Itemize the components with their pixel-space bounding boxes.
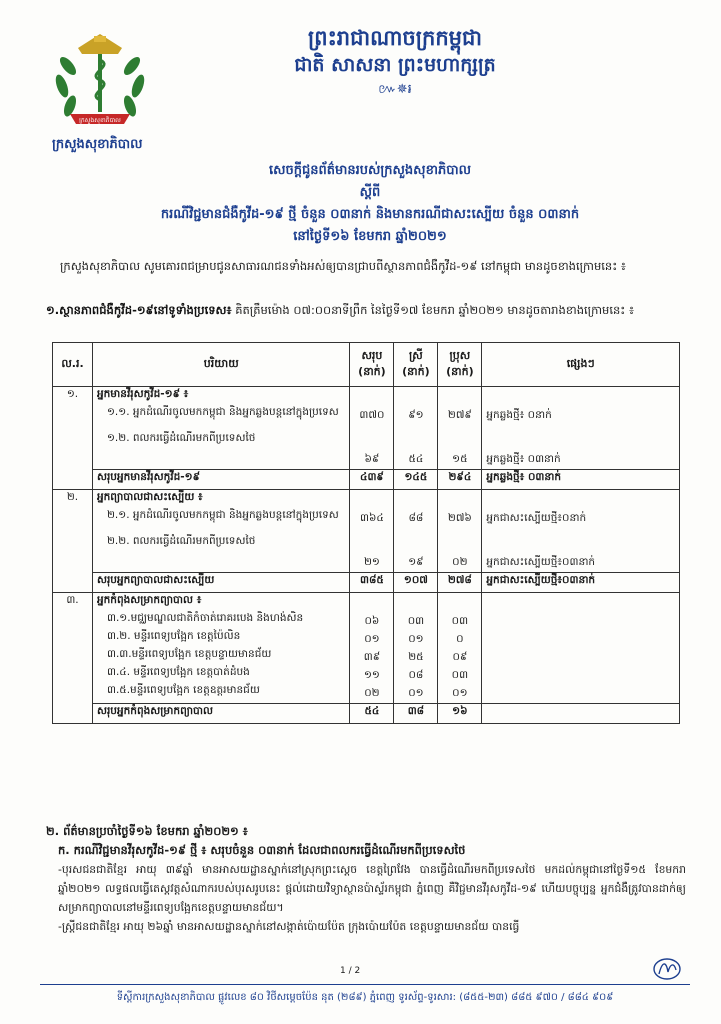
group2-title: អ្នកព្យាបាលជាសះស្បើយ ៖ (96, 491, 203, 503)
cell-value: ១៥ (452, 453, 468, 465)
title-line4: នៅថ្ងៃទី១៦ ខែមករា ឆ្នាំ២០២១ (293, 229, 447, 244)
cell-value: ៥៤ (408, 453, 424, 465)
group3-total-col (350, 593, 394, 704)
group2-female-col (394, 490, 438, 573)
cell-value: ០ (456, 633, 464, 645)
total-desc: សរុបអ្នកព្យាបាលជាសះស្បើយ (92, 573, 349, 593)
header-no: ល.រ. (53, 343, 93, 387)
cell-value: ១៩ (408, 556, 424, 568)
group1-other-col (482, 387, 680, 470)
group2-cell (92, 490, 349, 573)
cell-value: ២១ (363, 556, 380, 568)
total-other: អ្នកឆ្លងថ្មី៖ ០៣នាក់ (482, 470, 680, 490)
intro-paragraph: ក្រសួងសុខាភិបាល សូមគោរពជម្រាបជូនសាធារណជនទាំងអស់ឲ្យបានជ្រាបពីស្ថានភាពជំងឺកូវីដ-១៩ នៅកម្ពុជា មានដូចខាងក្រោមនេះ ៖ (60, 259, 626, 273)
section2-paragraph1: -បុរសជនជាតិខ្មែរ អាយុ ៣៩ឆ្នាំ មានអាសយដ្ឋានស្នាក់នៅស្រុកព្រះស្តេច ខេត្តព្រៃវែង បានធ្វើដំណើរមកពីប្រទេសថៃ មកដល់កម្ពុជានៅថ្ងៃទី១៥ ខែមករា ឆ្នាំ២០២១ លទ្ធផលធ្វើតេស្តវត្តសំណាករបស់បុរសរូបនេះ ផ្តល់ដោយវិទ្យាស្ថានប៉ាស្ទ័រកម្ពុជា ភ្នំពេញ គឺវិជ្ជមានវីរុសកូវីដ-១៩ ហើយបច្ចុប្បន្ន អ្នកជំងឺត្រូវបានដាក់ឲ្យសម្រាកព្យាបាលនៅមន្ទីរពេទ្យបង្អែកខេត្តបន្ទាយមានជ័យ។ (58, 863, 686, 914)
row-desc: ៣.២. មន្ទីរពេទ្យបង្អែក ខេត្តប៉ៃលិន (106, 630, 241, 642)
table-row (53, 490, 680, 573)
total-value: ៥៤ (350, 704, 394, 724)
section2-heading: ២. ព័ត៌មានប្រចាំថ្ងៃទី១៦ ខែមករា ឆ្នាំ២០២១ ៖ (46, 824, 248, 838)
table-total-row (53, 573, 680, 593)
group2-male-col (438, 490, 482, 573)
row-desc: ៣.៥.មន្ទីរពេទ្យបង្អែក ខេត្តឧត្តរមានជ័យ (106, 684, 260, 696)
document-title (80, 160, 660, 248)
ornament: ៚✵៛ (378, 82, 412, 97)
cell-value: ១១ (363, 669, 380, 681)
footer-address: ទីស្តីការក្រសួងសុខាភិបាល ផ្លូវលេខ ៨០ វិថីសម្តេចប៉ែន នុត (២៨៩) ភ្នំពេញ ទូរស័ព្ទ-ទូរសារ: (៨៥៥-២៣) ៨៨៥ ៩៧០ / ៨៨៤ ៩០៩ (116, 992, 614, 1003)
kingdom-heading (230, 24, 560, 98)
total-value: ៤៣៩ (350, 470, 394, 490)
header-total-text: សរុប (នាក់) (358, 348, 386, 378)
group1-female-col (394, 387, 438, 470)
header-desc: បរិយាយ (92, 343, 349, 387)
table-header-row (53, 343, 680, 387)
title-line3: ករណីវិជ្ជមានជំងឺកូវីដ-១៩ ថ្មី ចំនួន ០៣នាក់ និងមានករណីជាសះស្បើយ ចំនួន ០៣នាក់ (160, 207, 580, 222)
logo-ribbon-text: ក្រសួងសុខាភិបាល (79, 117, 121, 124)
footer-divider (40, 984, 690, 985)
ministry-logo (48, 28, 152, 132)
section2-paragraph2: -ស្ត្រីជនជាតិខ្មែរ អាយុ ២៦ឆ្នាំ មានអាសយដ្ឋានស្នាក់នៅសង្កាត់ប៉ោយប៉ែត ក្រុងប៉ោយប៉ែត ខេត្តបន្ទាយមានជ័យ បានធ្វើ (58, 920, 520, 933)
header-male-text: ប្រុស (នាក់) (446, 348, 474, 378)
row-desc: ១.១. អ្នកដំណើរចូលមកកម្ពុជា និងអ្នកឆ្លងបន្តនៅក្នុងប្រទេស (106, 406, 339, 418)
cell-value: ០៣ (451, 615, 469, 627)
group3-female-col (394, 593, 438, 704)
group1-cell (92, 387, 349, 470)
cell-value: ០៩ (452, 651, 468, 663)
header-female-text: ស្រី (នាក់) (402, 348, 430, 378)
cell-value: ៣៧០ (359, 409, 385, 421)
kingdom-line2: ជាតិ សាសនា ព្រះមហាក្សត្រ (294, 54, 496, 76)
cell-value: ៨៨ (408, 512, 424, 524)
header-total (350, 343, 394, 387)
cell-value: ០២ (364, 687, 380, 699)
cell-value: ០៣ (451, 669, 469, 681)
group2-other-col (482, 490, 680, 573)
row-desc: ៣.១.មជ្ឈមណ្ឌលជាតិកំចាត់រោគរបេង និងហង់សិន (106, 612, 304, 624)
title-line1: សេចក្តីជូនព័ត៌មានរបស់ក្រសួងសុខាភិបាល (269, 163, 471, 178)
group3-no: ៣. (53, 593, 93, 724)
row-desc: ១.២. ពលករធ្វើដំណើរមកពីប្រទេសថៃ (106, 432, 256, 444)
row-desc: ៣.៤. មន្ទីរពេទ្យបង្អែក ខេត្តបាត់ដំបង (106, 666, 250, 678)
cell-value: ២៧៦ (447, 512, 472, 524)
header-female (394, 343, 438, 387)
cell-value: ០១ (364, 633, 380, 645)
cell-value: ២៧៩ (447, 409, 472, 421)
cell-value: ២៥ (408, 651, 424, 663)
total-value: ១៦ (438, 704, 482, 724)
header-other: ផ្សេងៗ (482, 343, 680, 387)
row-desc: ២.២. ពលករធ្វើដំណើរមកពីប្រទេសថៃ (106, 535, 256, 547)
total-other (482, 704, 680, 724)
table-total-row (53, 704, 680, 724)
group1-title: អ្នកមានវីរុសកូវីដ-១៩ ៖ (96, 388, 189, 400)
total-desc: សរុបអ្នកកំពុងសម្រាកព្យាបាល (92, 704, 349, 724)
section2-subheading: ក. ករណីវិជ្ជមានវីរុសកូវីដ-១៩ ថ្មី ៖ សរុបចំនួន ០៣នាក់ ដែលជាពលករធ្វើដំណើរមកពីប្រទេសថៃ (58, 843, 466, 857)
group1-no: ១. (53, 387, 93, 490)
section1-heading: ១.ស្ថានភាពជំងឺកូវីដ-១៩នៅទូទាំងប្រទេស៖ (46, 303, 232, 317)
total-other: អ្នកជាសះស្បើយថ្មី៖០៣នាក់ (482, 573, 680, 593)
cell-value: អ្នកឆ្លងថ្មី៖ ០៣នាក់ (486, 453, 561, 465)
group3-other-col (482, 593, 680, 704)
total-desc: សរុបអ្នកមានវីរុសកូវីដ-១៩ (92, 470, 349, 490)
group1-total-col (350, 387, 394, 470)
group3-cell (92, 593, 349, 704)
initials-signature (652, 956, 682, 982)
kingdom-line1: ព្រះរាជាណាចក្រកម្ពុជា (307, 26, 482, 50)
page-number: 1 / 2 (340, 966, 361, 976)
group3-title: អ្នកកំពុងសម្រាកព្យាបាល ៖ (96, 594, 202, 606)
total-value: ៣៨ (394, 704, 438, 724)
table-row (53, 593, 680, 704)
cell-value: អ្នកជាសះស្បើយថ្មី៖០នាក់ (486, 512, 587, 524)
total-value: ១៤៥ (394, 470, 438, 490)
cell-value: ៣៩ (363, 651, 381, 663)
row-desc: ២.១. អ្នកដំណើរចូលមកកម្ពុជា និងអ្នកឆ្លងបន្តនៅក្នុងប្រទេស (106, 509, 339, 521)
cell-value: ០២ (452, 556, 468, 568)
section1 (46, 300, 686, 320)
cell-value: ៩១ (408, 409, 424, 421)
group2-no: ២. (53, 490, 93, 593)
cell-value: ៣៦៤ (360, 512, 384, 524)
cell-value: ០១ (408, 633, 424, 645)
ministry-name: ក្រសួងសុខាភិបាល (52, 137, 143, 152)
total-value: ៣៨៥ (350, 573, 394, 593)
group1-male-col (438, 387, 482, 470)
total-value: ២៩៤ (438, 470, 482, 490)
cell-value: ០១ (452, 687, 468, 699)
section1-text: គិតត្រឹមម៉ោង ០៧:០០នាទីព្រឹក នៃថ្ងៃទី១៧ ខែមករា ឆ្នាំ២០២១ មានដូចតារាងខាងក្រោមនេះ ៖ (235, 303, 635, 317)
cell-value: ៦៩ (364, 453, 380, 465)
group3-male-col (438, 593, 482, 704)
cell-value: ០៣ (407, 615, 425, 627)
table-total-row (53, 470, 680, 490)
total-value: ២៧៨ (438, 573, 482, 593)
header-male (438, 343, 482, 387)
cell-value: ០៦ (364, 615, 380, 627)
title-line2: ស្តីពី (359, 185, 381, 200)
total-value: ១០៧ (394, 573, 438, 593)
cell-value: ០៨ (408, 669, 424, 681)
table-row (53, 387, 680, 470)
row-desc: ៣.៣.មន្ទីរពេទ្យបង្អែក ខេត្តបន្ទាយមានជ័យ (106, 648, 272, 660)
group2-total-col (350, 490, 394, 573)
cell-value: អ្នកជាសះស្បើយថ្មី៖០៣នាក់ (486, 556, 596, 568)
cell-value: អ្នកឆ្លងថ្មី៖ ០នាក់ (486, 409, 552, 421)
cell-value: ០១ (408, 687, 424, 699)
statistics-table (52, 342, 680, 724)
section2 (46, 822, 686, 936)
